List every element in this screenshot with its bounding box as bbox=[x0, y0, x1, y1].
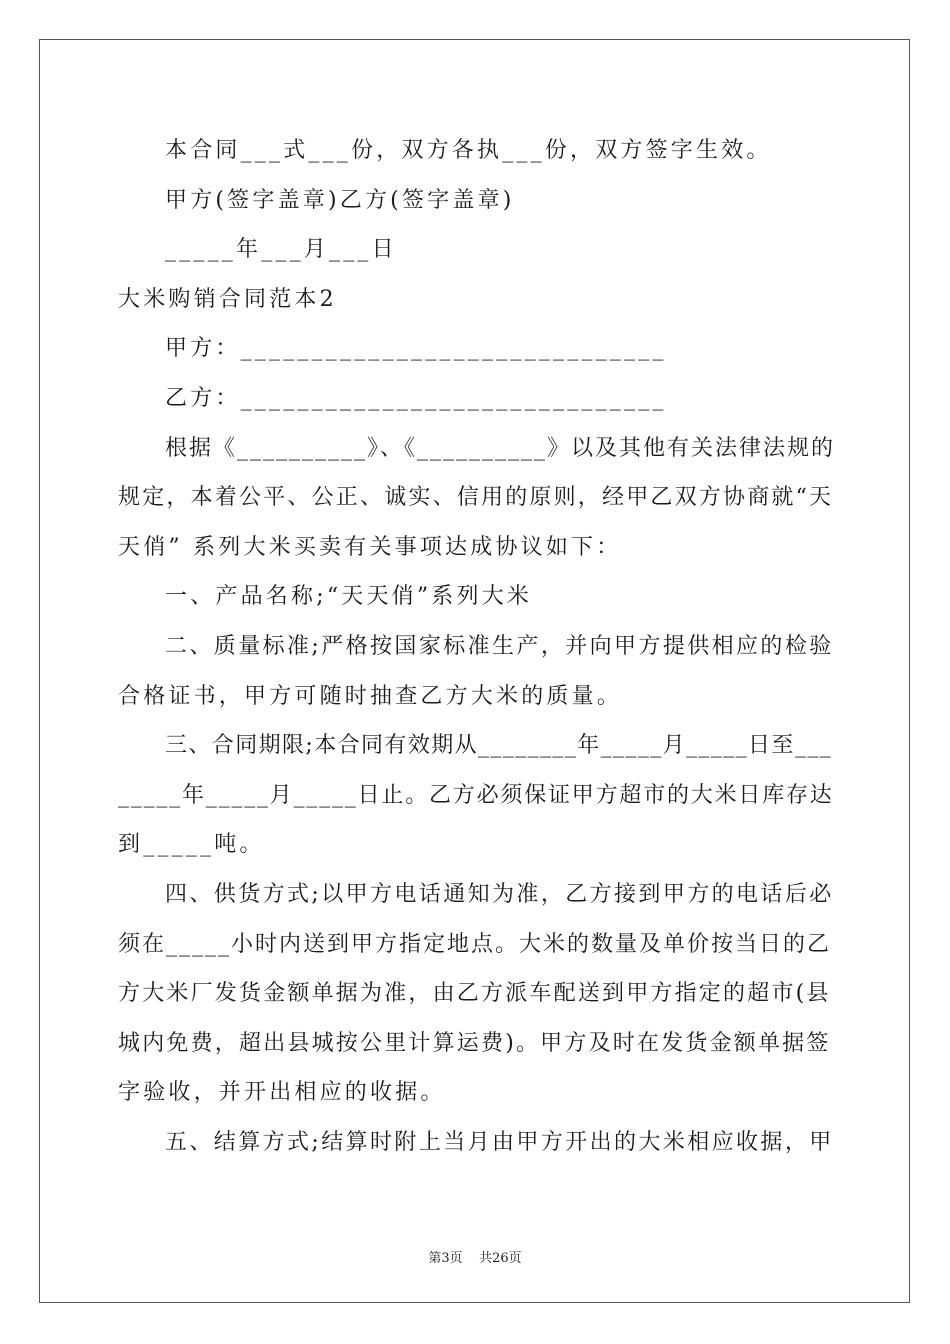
page-total: 共26页 bbox=[479, 1251, 522, 1266]
clause-5: 五、结算方式;结算时附上当月由甲方开出的大米相应收据，甲 bbox=[165, 1129, 834, 1155]
date-line: _____年___月___日 bbox=[165, 237, 397, 263]
section-heading: 大米购销合同范本2 bbox=[118, 286, 337, 312]
paragraph-line: 到_____吨。 bbox=[118, 832, 265, 858]
party-b-line: 乙方：______________________________ bbox=[165, 385, 667, 411]
paragraph-line: 须在_____小时内送到甲方指定地点。大米的数量及单价按当日的乙 bbox=[118, 931, 832, 957]
paragraph-line: 合格证书，甲方可随时抽查乙方大米的质量。 bbox=[118, 683, 623, 709]
page-footer bbox=[0, 1247, 950, 1266]
party-a-line: 甲方：______________________________ bbox=[165, 336, 667, 362]
contract-copies-line: 本合同___式___份，双方各执___份，双方签字生效。 bbox=[165, 138, 772, 163]
paragraph-line: 根据《__________》、《__________》以及其他有关法律法规的 bbox=[165, 435, 836, 461]
document-body bbox=[118, 126, 836, 1167]
clause-1: 一、产品名称;“天天俏”系列大米 bbox=[165, 584, 533, 610]
paragraph-line: 城内免费，超出县城按公里计算运费)。甲方及时在发货金额单据签 bbox=[118, 1030, 831, 1056]
paragraph-line: 方大米厂发货金额单据为准，由乙方派车配送到甲方指定的超市(县 bbox=[118, 981, 831, 1007]
paragraph-line: 字验收，并开出相应的收据。 bbox=[118, 1080, 446, 1106]
page-number: 第3页 bbox=[428, 1251, 463, 1266]
clause-2: 二、质量标准;严格按国家标准生产，并向甲方提供相应的检验 bbox=[165, 633, 834, 659]
signature-line: 甲方(签字盖章)乙方(签字盖章) bbox=[165, 187, 515, 213]
paragraph-line: 规定，本着公平、公正、诚实、信用的原则，经甲乙双方协商就“天 bbox=[118, 485, 834, 511]
paragraph-line: 天俏” 系列大米买卖有关事项达成协议如下： bbox=[118, 534, 622, 560]
clause-3: 三、合同期限;本合同有效期从________年_____月_____日至___ bbox=[165, 733, 833, 759]
paragraph-line: _____年_____月_____日止。乙方必须保证甲方超市的大米日库存达 bbox=[118, 782, 834, 808]
clause-4: 四、供货方式;以甲方电话通知为准，乙方接到甲方的电话后必 bbox=[165, 881, 834, 907]
